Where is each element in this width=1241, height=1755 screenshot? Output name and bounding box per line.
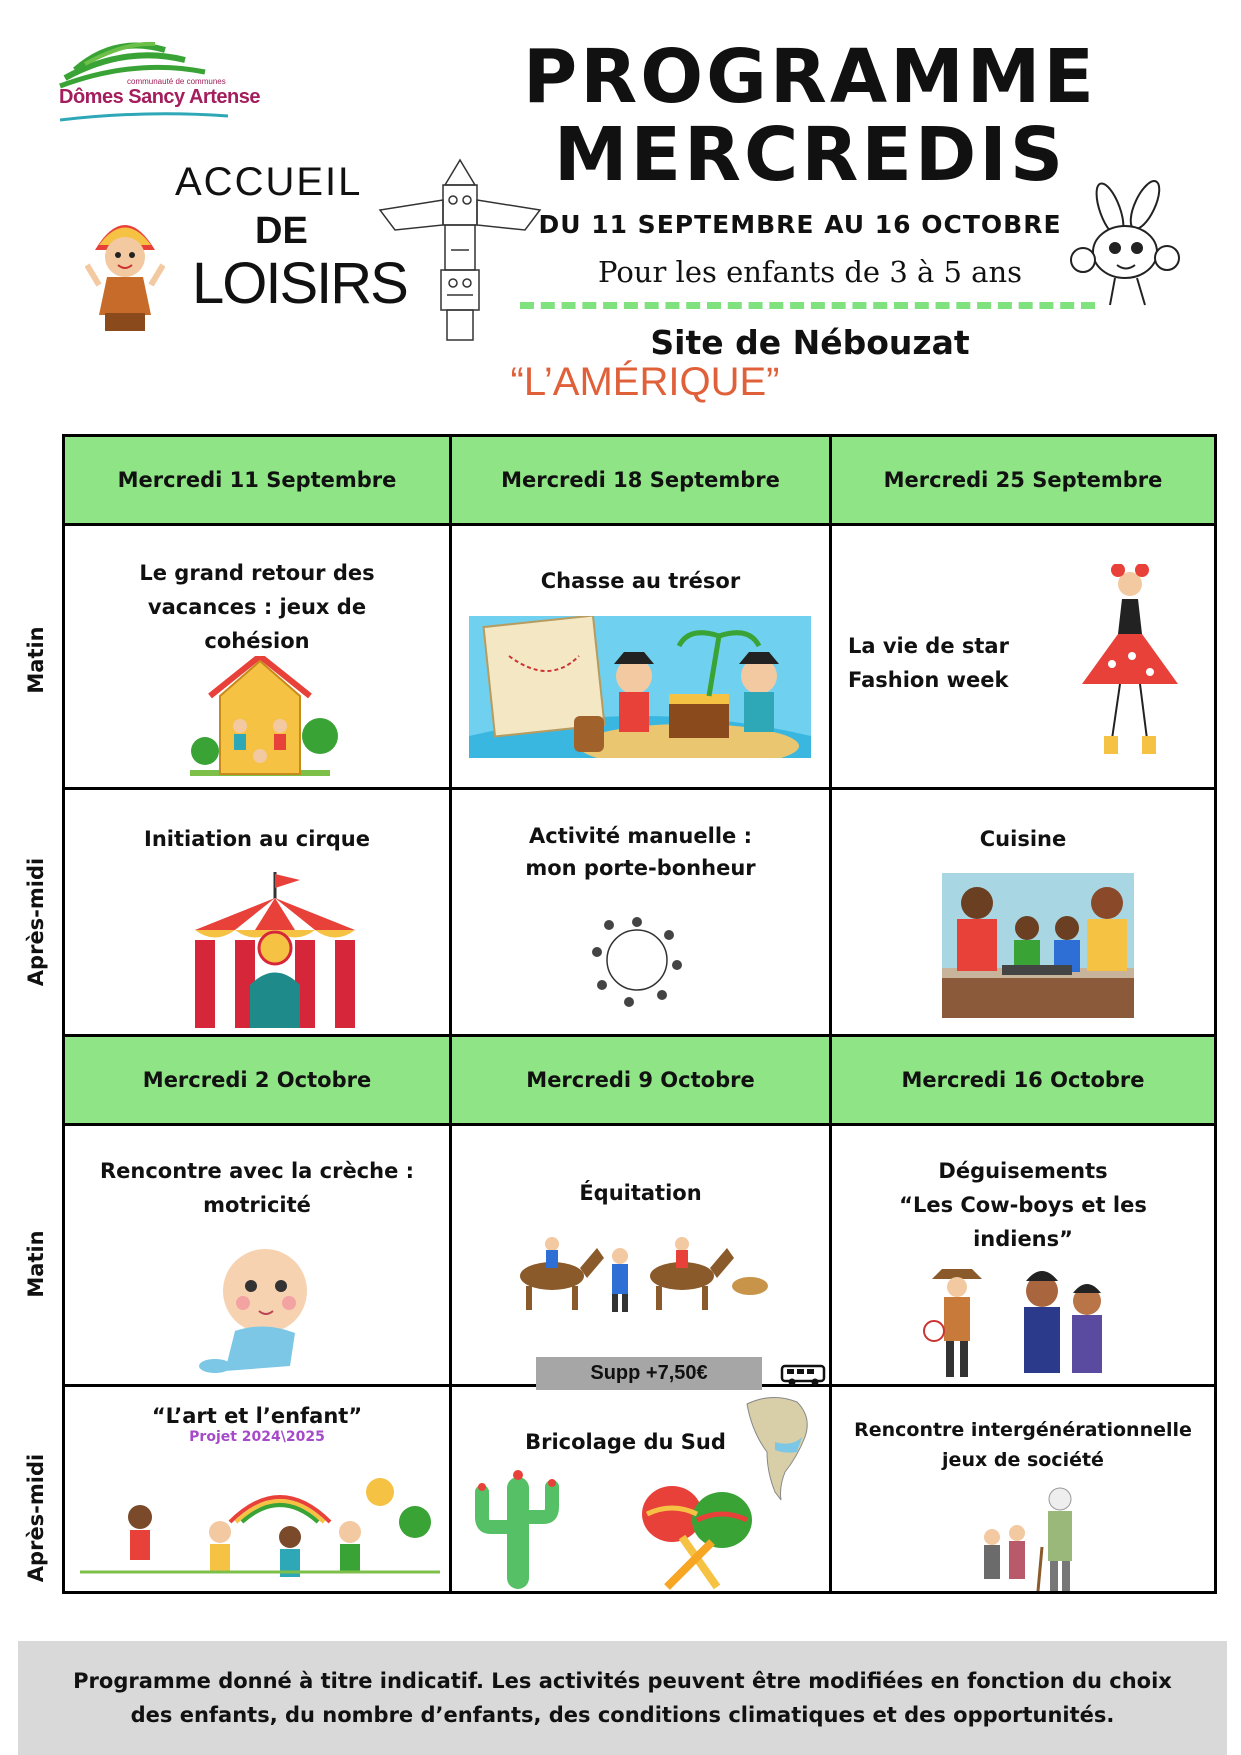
day-header-4: Mercredi 2 Octobre [62, 1034, 452, 1126]
baby-icon [195, 1241, 325, 1376]
cowboys-indians-icon [922, 1261, 1122, 1381]
logo [55, 30, 260, 125]
activity-cell [449, 523, 832, 790]
activity-cell [829, 787, 1217, 1037]
fashion-figure-icon [1072, 564, 1192, 764]
activity-line: jeux de société [942, 1449, 1104, 1471]
activity-line: Déguisements [938, 1159, 1108, 1183]
accueil-text: ACCUEIL [175, 160, 363, 204]
activity-title: Équitation [579, 1181, 702, 1205]
schedule-grid [62, 434, 1217, 1594]
activity-line: “Les Cow-boys et les [899, 1193, 1147, 1217]
de-text: DE [255, 210, 308, 252]
activity-line: Activité manuelle : [529, 824, 752, 848]
side-label-matin-1: Matin [24, 626, 48, 694]
activity-line: Rencontre intergénérationnelle [854, 1419, 1192, 1441]
activity-line: motricité [203, 1193, 311, 1217]
activity-line: Le grand retour des [139, 561, 375, 585]
side-label-matin-2: Matin [24, 1230, 48, 1298]
activity-line: La vie de star [848, 634, 1009, 658]
day-header-3: Mercredi 25 Septembre [829, 434, 1217, 526]
day-header-1: Mercredi 11 Septembre [62, 434, 452, 526]
activity-title [452, 820, 829, 884]
activity-cell [62, 523, 452, 790]
activity-line: indiens” [973, 1227, 1073, 1251]
logo-subtitle: communauté de communes [127, 77, 226, 86]
activity-title: “L’art et l’enfant” [151, 1404, 363, 1428]
cooking-kids-icon [942, 873, 1134, 1018]
activity-cell [449, 787, 832, 1037]
activity-title [65, 556, 449, 658]
loisirs-text: LOISIRS [192, 251, 407, 316]
logo-swoosh-icon [60, 112, 230, 122]
logo-name: Dômes Sancy Artense [59, 86, 260, 108]
activity-line: vacances : jeux de [147, 595, 367, 619]
title-line2: MERCREDIS [553, 112, 1067, 198]
activity-title: Bricolage du Sud [525, 1430, 726, 1454]
site-text: Site de Nébouzat [650, 323, 970, 362]
activity-title: Initiation au cirque [144, 827, 370, 851]
activity-cell [62, 787, 452, 1037]
footer-line1: Programme donné à titre indicatif. Les activités peuvent être modifiées en fonction du choix [73, 1669, 1172, 1693]
title-line1: PROGRAMME [523, 34, 1097, 120]
activity-cell [829, 1384, 1217, 1594]
activity-line: Rencontre avec la crèche : [99, 1159, 415, 1183]
lucky-charm-icon [587, 910, 687, 1010]
day-header-5: Mercredi 9 Octobre [449, 1034, 832, 1126]
day-header-2: Mercredi 18 Septembre [449, 434, 832, 526]
horse-riding-icon [512, 1226, 772, 1316]
activity-cell [449, 1384, 832, 1594]
theme-text: “L’AMÉRIQUE” [510, 360, 780, 404]
dashed-divider [520, 302, 1095, 317]
intergenerational-icon [972, 1487, 1092, 1597]
age-text: Pour les enfants de 3 à 5 ans [597, 255, 1023, 289]
side-label-apres-midi-1: Après-midi [24, 857, 48, 987]
kids-art-icon [80, 1462, 440, 1587]
projet-label: Projet 2024\2025 [189, 1429, 325, 1445]
bus-icon [780, 1363, 828, 1387]
activity-title: Cuisine [979, 827, 1067, 851]
activity-title: Chasse au trésor [540, 569, 741, 593]
treasure-hunt-icon [469, 616, 811, 758]
kids-playground-icon [180, 656, 340, 776]
footer-line2: des enfants, du nombre d’enfants, des conditions climatiques et des opportunités. [130, 1703, 1115, 1727]
activity-title [65, 1154, 449, 1222]
footer-note [18, 1641, 1227, 1755]
cactus-icon [472, 1467, 562, 1592]
activity-cell [62, 1384, 452, 1594]
activity-cell [829, 1123, 1217, 1387]
side-label-apres-midi-2: Après-midi [24, 1453, 48, 1583]
south-america-map-icon [737, 1392, 817, 1502]
dates-text: DU 11 SEPTEMBRE AU 16 OCTOBRE [538, 210, 1062, 239]
activity-line: Fashion week [848, 668, 1009, 692]
circus-tent-icon [190, 870, 360, 1030]
supplement-badge: Supp +7,50€ [536, 1357, 762, 1390]
activity-title [832, 1415, 1214, 1475]
activity-cell [449, 1123, 832, 1387]
rabbit-icon [1065, 180, 1185, 310]
day-header-6: Mercredi 16 Octobre [829, 1034, 1217, 1126]
activity-line: mon porte-bonheur [525, 856, 756, 880]
indian-girl-icon [85, 205, 165, 335]
activity-cell [829, 523, 1217, 790]
activity-cell [62, 1123, 452, 1387]
activity-line: cohésion [204, 629, 310, 653]
activity-title [832, 1154, 1214, 1256]
